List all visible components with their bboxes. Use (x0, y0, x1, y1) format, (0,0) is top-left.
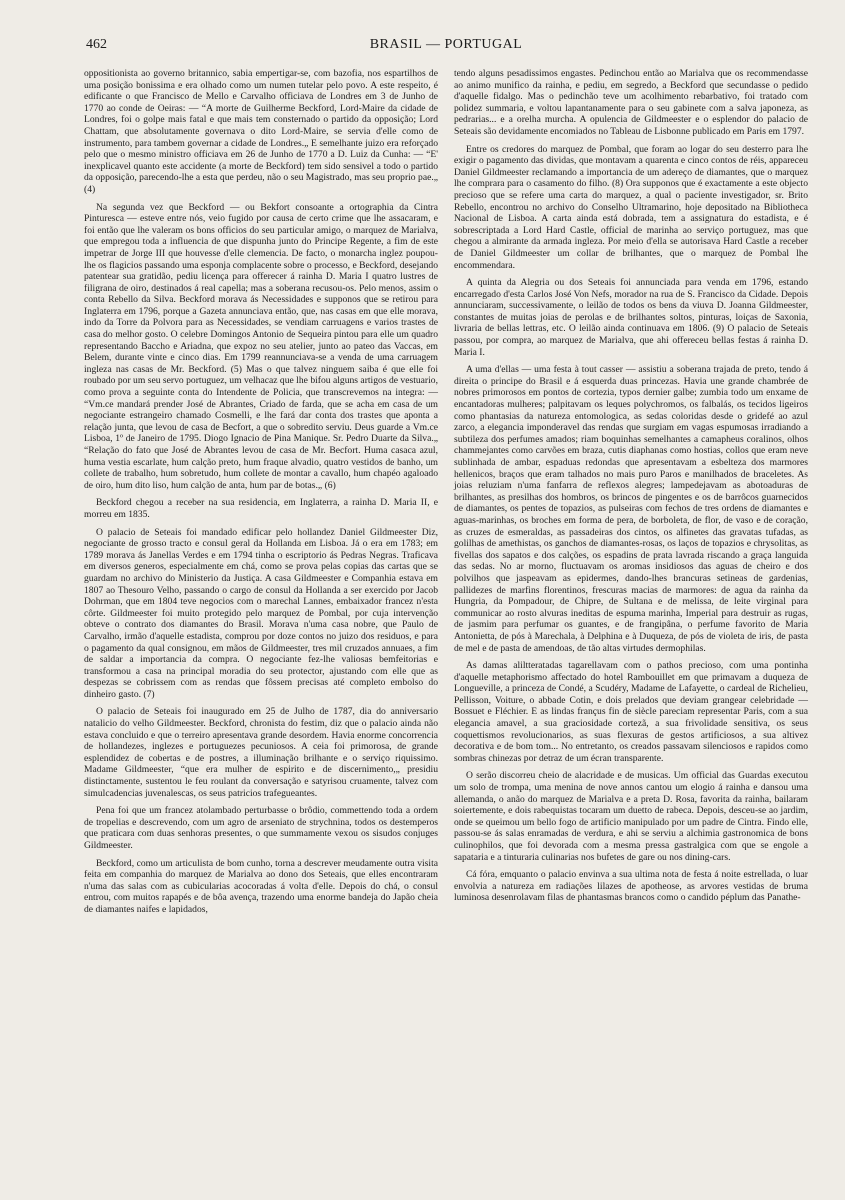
paragraph: As damas aliltteratadas tagarellavam com o pathos precioso, com uma pontinha d'aquelle metaphorismo affectado do hotel Rambouillet em que primavam a duqueza de Longueville, a princeza de Condé, a Scudéry, Madame de Lafayette, o cardeal de Richelieu, Pellisson, Voiture, o abbade Cotin, e dois prelados que deviam grangear celebridade — Bossuet e Fléchier. E as lindas françus fin de siècle pareciam representar Paris, com a sua elegancia amavel, a sua graciosidade cortezã, a sua frivolidade sensitiva, os seus coquettismos revolucionarios, as suas flexuras de gestos artificiosos, a sua altivez decorativa e de bom tom... No entretanto, os creados passavam silenciosos e rapidos como sombras chinezas por detraz de um écran transparente. (454, 660, 808, 764)
paragraph: oppositionista ao governo britannico, sabia empertigar-se, com bazofia, nos espartilhos de uma posição bonissima e era olhado como um numen tutelar pelo povo. A este respeito, é edificante o que Francisco de Mello e Carvalho officiava de Londres em 3 de Junho de 1770 ao conde de Oeiras: — “A morte de Guilherme Beckford, Lord-Maire da cidade de Londres, foi o golpe mais fatal e que mais tem consternado o partido da opposição; Lord Chattam, que absolutamente governava o dito Lord-Maire, se servia d'elle como de instrumento, para tambem governar a cidade de Londres.„ E semelhante juizo era reforçado pelo que o mesmo ministro officiava em 26 de Junho de 1770 a D. Luiz da Cunha: — “E' inexplicavel quanto este accidente (a morte de Beckford) tem sido sensivel a todo o partido da opposição, parecendo-lhe a esta que perdeu, não o seu Magistrado, mas seu proprio pae.„ (4) (84, 68, 438, 195)
paragraph: Na segunda vez que Beckford — ou Bekfort consoante a ortographia da Cintra Pinturesca — esteve entre nós, veio fugido por causa de certo crime que lhe assacaram, e foi então que lhe valeram os bons officios do seu particular amigo, o marquez de Marialva, que empregou toda a influencia de que dispunha junto do Principe Regente, a fim de este impetrar de Jorge III que houvesse d'elle clemencia. De facto, o monarcha inglez poupou-lhe os flagicios passando uma esponja complacente sobre o processo, e Beckford, desejando patentear sua gratidão, pediu licença para offerecer á rainha D. Maria I quatro lustres de filigrana de oiro, destinados á real capella; mas a soberana recusou-os. Pelo menos, assim o conta Rebello da Silva. Beckford morava ás Necessidades e supponos que se retirou para Inglaterra em 1796, porque a Gazeta annunciava então, que, nas casas em que elle morava, indo da Torre da Polvora para as Necessidades, se vendiam carruagens e varios trastes de casa do melhor gosto. O celebre Domingos Antonio de Sequeira pintou para elle um quadro representando Baccho e Ariadna, que expoz no seu atelier, junto ao pateo das Vaccas, em Belem, durante vinte e cinco dias. Em 1799 reannunciava-se a venda de uma carruagem ingleza nas casas de Mr. Beckford. (5) Mas o que talvez ninguem saiba é que elle foi roubado por um seu servo portuguez, um velhacaz que lhe bifou alguns artigos de vestuario, como prova a seguinte conta do Intendente de Policia, que transcrevemos na integra: — “Vm.ce mandará prender José de Abrantes, Criado de farda, que se acha em casa de um negociante estrangeiro chamado Cosmelli, e lhe fará dar conta dos trastes que aponta a relação junta, que levou de casa de Becfort, a que o sobredito serviu. Deus guarde a Vm.ce Lisboa, 1º de Janeiro de 1795. Diogo Ignacio de Pina Manique. Sr. Pedro Duarte da Silva.„ “Relação do fato que José de Abrantes levou de casa de Mr. Becfort. Huma casaca azul, huma vestia escarlate, hum calção preto, hum fraque alvadio, quatro vestidos de banho, um collete de trabalho, hum sobretudo, hum collete de montar a cavallo, hum chapéo agaloado de oiro, hum dito liso, hum calção de anta, hum par de botas.„ (6) (84, 201, 438, 491)
left-column (84, 68, 438, 922)
paragraph: Pena foi que um francez atolambado perturbasse o brôdio, commettendo toda a ordem de tropelias e descrevendo, com um agro de arseniato de strychnina, todos os destemperos que praticara com duas senhoras presentes, o que summamente vexou os sisudos conjuges Gildmeester. (84, 805, 438, 851)
paragraph: O palacio de Seteais foi inaugurado em 25 de Julho de 1787, dia do anniversario natalicio do velho Gildmeester. Beckford, chronista do festim, diz que o palacio ainda não estava concluido e que o terreiro apresentava grande desordem. Havia enorme concorrencia de hollandezes, inglezes e portuguezes pecuniosos. A ceia foi primorosa, de grande esplendidez de cobertas e de postres, a illuminação brilhante e o serviço riquissimo. Madame Gildmeester, “que era mulher de espirito e de discernimento,„ presidiu distinctamente, sustentou le feu roulant da conversação e satyrisou cruamente, talvez com simulcadencias juvenalescas, os seus patricios trafegueantes. (84, 706, 438, 799)
paragraph: O palacio de Seteais foi mandado edificar pelo hollandez Daniel Gildmeester Diz, negociante de grosso tracto e consul geral da Hollanda em Lisboa. Já o era em 1783; em 1789 morava ás Janellas Verdes e em 1794 tinha o escriptorio ás Pedras Negras. Traficava em diversos generos, especialmente em chá, como se prova pelas copias das cartas que se guardam no archivo do Ministerio da Justiça. A casa Gildmeester e Companhia estava em 1807 ao Thesouro Velho, passando o cargo de consul da Hollanda a ser exercido por Jacob Dohrman, que em 1804 teve negocios com o marechal Lannes, embaixador francez n'esta côrte. Gildmeester foi muito protegido pelo marquez de Pombal, por cuja intervenção obteve o contrato dos diamantes do Brasil. Morava n'uma casa nobre, que Paulo de Carvalho, irmão d'aquelle estadista, comprou por doze contos no juizo dos residuos, e para o pagamento da qual consignou, em mãos de Gildmeester, tres mil cruzados annuaes, a fim de saldar a importancia da compra. O negociante fez-lhe valiosas bemfeitorias e transformou a casa na principal moradia do seu protector, ajustando com elle que as despezas se cobrissem com as rendas que fôssem precisas até completo embolso do dinheiro gasto. (7) (84, 526, 438, 700)
paragraph: O serão discorreu cheio de alacridade e de musicas. Um official das Guardas executou um solo de trompa, uma menina de nove annos cantou um elogio á rainha e dansou uma allemanda, o anão do marquez de Marialva e a preta D. Rosa, favorita da rainha, bailaram soiertemente, e dois rabequistas tocaram um duetto de rabeca. Depois, desceu-se ao jardim, onde se queimou um bello fogo de artificio manipulado por um padre de Cintra. Findo elle, passou-se ás salas enramadas de verdura, e ahi se serviu a alchimia gastronomica de bons culinophilos, que foi devorada com a mesma pressa gastralgica com que se engole a sapataria e a tinturaria culinarias nos bufetes de gare ou nos dining-cars. (454, 770, 808, 863)
paragraph: Beckford, como um articulista de bom cunho, torna a descrever meudamente outra visita feita em companhia do marquez de Marialva ao dono dos Seteais, que elles encontraram n'uma das salas com as cubicularias acocoradas á volta d'elle. Depois do chá, o consul entrou, com muitos rapapés e de bôa avença, trazendo uma enorme bandeja do Japão cheia de diamantes naifes e lapidados, (84, 857, 438, 915)
page-number: 462 (86, 37, 107, 52)
running-title: BRASIL — PORTUGAL (369, 37, 523, 52)
paragraph: Cá fóra, emquanto o palacio envinva a sua ultima nota de festa á noite estrellada, o luar envolvia a natureza em radiações lilazes de apotheose, as arvores vestidas de bruma luminosa desenrolavam filas de phantasmas brancos como o candido péplum das Panathe- (454, 869, 808, 904)
paragraph: Entre os credores do marquez de Pombal, que foram ao logar do seu desterro para lhe exigir o pagamento das dividas, que montavam a quarenta e cinco contos de réis, appareceu Daniel Gildmeester reclamando a importancia de um adereço de diamantes, que o marquez lhe comprara para o casamento do filho. (8) Ora supponos que é exactamente a este objecto precioso que se refere uma carta do marquez, a qual o paciente investigador, sr. Brito Rebello, encontrou no archivo do Conselho Ultramarino, hoje depositado na Bibliotheca Nacional de Lisboa. A carta ainda está dobrada, tem a assignatura do estadista, e é sobrescriptada a Lord Hard Castle, official de marinha ao serviço portuguez, mas que chegou a almirante da armada ingleza. Por meio d'ella se autorisava Hard Castle a receber de Daniel Gildmeester um collar de brilhantes, que o marquez de Pombal lhe encommendara. (454, 143, 808, 271)
paragraph: tendo alguns pesadissimos engastes. Pedinchou então ao Marialva que os recommendasse ao animo munifico da rainha, e pediu, em segredo, a Beckford que secundasse o pedido d'aquelle fidalgo. Mas o pedinchão teve um acolhimento rebarbativo, foi tratado com polidez summaria, e voltou lapantanamente para o seu gabinete com a salva japoneza, as pedrarias... e a orelha murcha. A opulencia de Gildmeester e o esplendor do palacio de Seteais são devidamente encomiados no Tableau de Lisbonne publicado em Paris em 1797. (454, 68, 808, 137)
paragraph: A quinta da Alegria ou dos Seteais foi annunciada para venda em 1796, estando encarregado d'esta Carlos José Von Nefs, morador na rua de S. Francisco da Cidade. Depois annunciaram, successivamente, o leilão de todos os bens da viuva D. Joanna Gildmeester, constantes de muitas joias de perolas e de brilhantes soltos, pinturas, loiças de Saxonia, livraria de bellas lettras, etc. O leilão ainda continuava em 1806. (9) O palacio de Seteais passou, por compra, ao marquez de Marialva, que ahi offereceu bellas festas á rainha D. Maria I. (454, 277, 808, 358)
paragraph: A uma d'ellas — uma festa à tout casser — assistiu a soberana trajada de preto, tendo á direita o principe do Brasil e á esquerda duas princezas. Havia une grande chambrée de nobres primorosos em pontos de cortezia, typos dernier galbe; zumbia todo um enxame de encantadoras mulheres; palpitavam os leques polychromos, os falbalás, os tecidos ligeiros como phantasias da natureza entomologica, as sedas coloridas desde o gridefé ao azul zarco, a elegancia imponderavel das rendas que surgiam em vagas espumosas irradiando a subtileza dos perfumes amados; riam boquinhas semelhantes a camapheus coralinos, olhos chammejantes como carvões em braza, cutis diaphanas como hostias, collos que eram neve sublinhada de ambar, espaduas redondas que apresentavam a esbelteza dos marmores hellenicos, braços que eram talhados no mais puro Paros e manilhados de braceletes. As joias reluziam n'uma fanfarra de reflexos alegres; lampedejavam as abotoaduras de brilhantes, as presilhas dos hombros, os brincos de pingentes e os de barrôcos guarnecidos de diamantes, os pentes de topazios, as pulseiras com fechos de tres ordens de diamantes e aguas-marinhas, os broches em forma de pera, de borboleta, de flor, de vaso e de coração, as cruzes de esmeraldas, as passadeiras dos cintos, os alfinetes das gravatas tufadas, as golilhas de amethistas, os ganchos de diamantes-rosas, os laços de topazios e chrysolitas, as fivellas dos sapatos e dos calções, os espadins de prata lavrada riscando a graça languida das sedas. No ar morno, fluctuavam os aromas insidiosos das aguas de cheiro e dos polvilhos que jaspeavam as epidermes, dando-lhes brancuras setineas de gardenias, pallidezes de marfins florentinos, frescuras macias de marmores: de agua da rainha da Hungria, da Pompadour, de Chipre, de Sultana e de melissa, de leite virginal para communicar ao rosto alvuras ineditas de espuma marinha, Imperial para destruir as rugas, de jasmim para perfumar os guantes, e de frangipâna, o perfume favorito de Maria Antonietta, de pós à Marechala, à Delphina e à Duqueza, de pós de violeta de iris, de pasta de mel e de pasta de amendoas, de tão altas virtudes dermophilas. (454, 364, 808, 654)
page-header (86, 37, 806, 57)
paragraph: Beckford chegou a receber na sua residencia, em Inglaterra, a rainha D. Maria II, e morreu em 1835. (84, 497, 438, 520)
right-column (454, 68, 808, 910)
